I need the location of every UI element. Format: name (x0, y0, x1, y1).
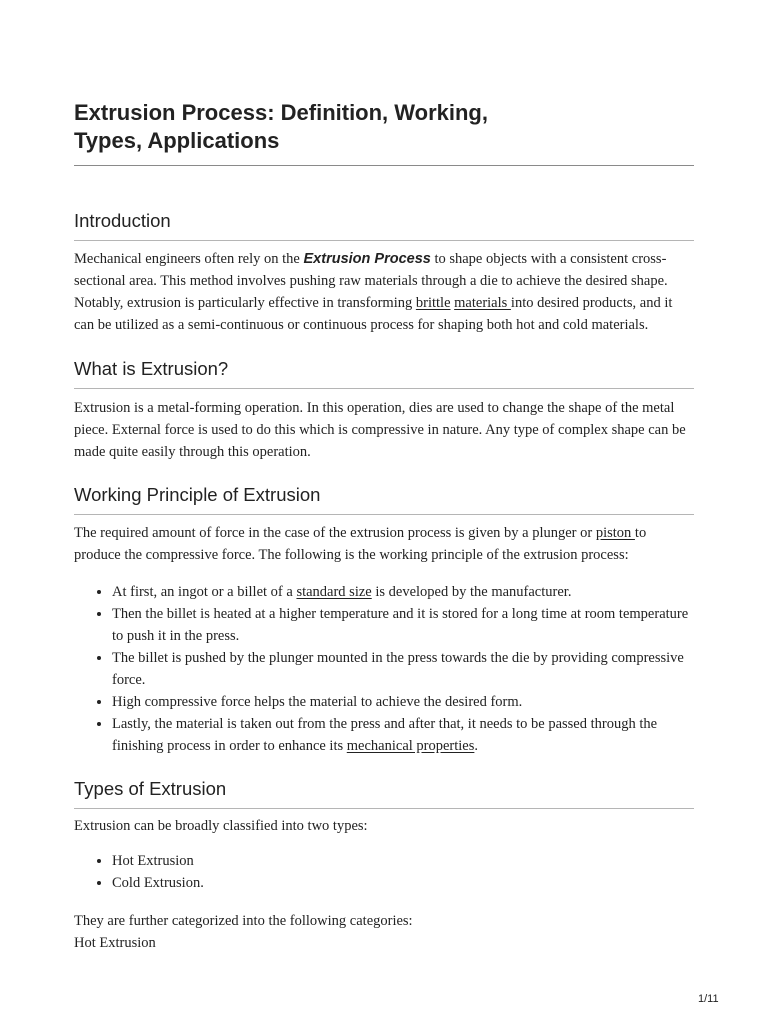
page-current: 1 (698, 993, 705, 1005)
step-1-text-b: is developed by the manufacturer. (371, 584, 572, 600)
heading-working-principle: Working Principle of Extrusion (74, 483, 694, 515)
piston-link[interactable]: piston (595, 525, 635, 541)
list-item: • High compressive force helps the material to achieve the desired form. (112, 691, 696, 713)
working-text-2: to produce the compressive force. The following is the working principle of the extrusion process: (74, 525, 647, 563)
title-divider (74, 165, 694, 166)
intro-text-3: into desired products, and it can be utilized as a semi-continuous or continuous process for shaping both hot and cold materials. (74, 295, 673, 333)
brittle-link[interactable]: brittle (415, 295, 451, 311)
hot-extrusion-subheading: Hot Extrusion (74, 935, 156, 951)
list-item (112, 581, 696, 603)
intro-text-2: to shape objects with a consistent cross-sectional area. This method involves pushing raw materials through a die to achieve the desired shape. Notably, extrusion is particularly effective in transforming (74, 251, 668, 311)
list-item: • Hot Extrusion (112, 850, 696, 872)
what-paragraph: Extrusion is a metal-forming operation. In this operation, dies are used to change the shape of the metal piece. External force is used to do this which is compressive in nature. Any type of complex shape can be made quite easily through this operation. (74, 400, 686, 460)
step-5-text-b: . (474, 738, 479, 754)
heading-introduction: Introduction (74, 209, 694, 241)
list-item: • The billet is pushed by the plunger mounted in the press towards the die by providing compressive force. (112, 647, 696, 691)
page-title-line-1: Extrusion Process: Definition, Working, (74, 100, 488, 125)
intro-text-1: Mechanical engineers often rely on the (74, 251, 304, 267)
types-further: They are further categorized into the following categories: (74, 913, 413, 929)
materials-link[interactable]: materials (454, 295, 511, 311)
page-title-line-2: Types, Applications (74, 128, 280, 153)
step-5-text-a: Lastly, the material is taken out from the press and after that, it needs to be passed through the finishing process in order to enhance its (112, 716, 658, 754)
intro-paragraph (74, 248, 696, 336)
working-text-1: The required amount of force in the case of the extrusion process is given by a plunger or (74, 525, 596, 541)
page-title (74, 99, 694, 155)
list-item: • Cold Extrusion. (112, 872, 696, 894)
step-1-text-a: At first, an ingot or a billet of a (112, 584, 297, 600)
types-intro: Extrusion can be broadly classified into two types: (74, 818, 368, 834)
mechanical-properties-link[interactable]: mechanical properties (346, 738, 475, 754)
list-item: • Then the billet is heated at a higher temperature and it is stored for a long time at room temperature to push it in the press. (112, 603, 696, 647)
heading-types-of-extrusion: Types of Extrusion (74, 777, 694, 809)
page-number (698, 993, 719, 1005)
standard-size-link[interactable]: standard size (296, 584, 372, 600)
page-total: /11 (704, 993, 719, 1005)
list-item (112, 713, 696, 757)
types-list (74, 850, 696, 894)
working-steps-list (74, 581, 696, 757)
intro-emphasis: Extrusion Process (303, 251, 431, 267)
working-paragraph (74, 522, 696, 566)
heading-what-is-extrusion: What is Extrusion? (74, 357, 694, 389)
